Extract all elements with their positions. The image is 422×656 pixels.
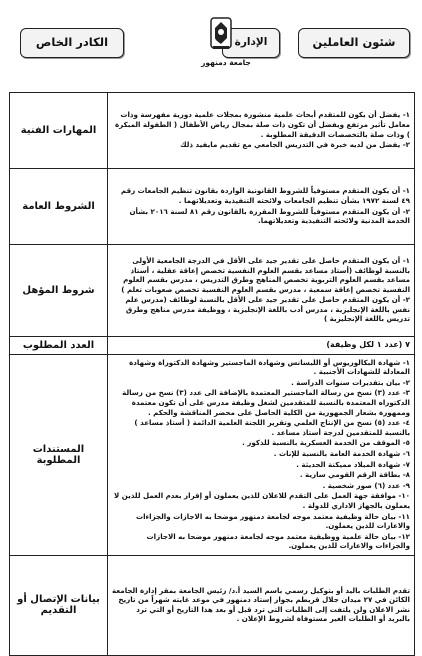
required-documents-content [108, 354, 415, 555]
text-line: ٥- الموقف من الخدمة العسكرية بالنسبة للذكور . [242, 438, 410, 448]
text-line: ١٢- بيان حالة علمية ووظيفية معتمد موجه لجامعة دمنهور موضحا به الاجازات والجزاءات والاعارات للذين يعملون. [146, 531, 410, 551]
text-line: ١- شهادة البكالوريوس أو الليسانس وشهادة الماجستير وشهادة الدكتوراة وشهادة المعادلة للشهادات الأجنبية . [129, 357, 410, 377]
text-line: ٢- أن يكون المتقدم حاصل على تقدير جيد على الأقل بالنسبة لوظائف (مدرس علم نفس باللغة الإنجليزية ، مدرس أدب باللغة الإنجليزية ، ووظيفة مدرس مناهج وطرق تدريس باللغة الإنجليزية ) [125, 295, 410, 324]
text-line: ٢- بيان بتقديرات سنوات الدراسة . [291, 377, 410, 387]
required-number-label: العدد المطلوب [10, 337, 108, 355]
general-conditions-content [108, 169, 415, 245]
text-line: ٢- يفضل من لديه خبرة في التدريس الجامعي مع تقديم مايفيد ذلك [180, 140, 410, 150]
text-line: ١- يفضل أن يكون للمتقدم أبحاث علمية منشورة بمجلات علمية دورية مفهرسة وذات معامل تأثير مرتفع ويفضل أن تكون ذات صلة بمجال رياض الأطفال ( الطفولة المبكرة ) وذات صلة بالتخصصات الدقيقة المطلوبة . [114, 110, 410, 139]
table-row [10, 93, 415, 169]
university-name: جامعة دمنهور [201, 58, 251, 67]
table-row [10, 337, 415, 355]
contact-content [108, 555, 415, 655]
text-line: ١- أن يكون المتقدم مستوفياً للشروط القانونية الواردة بقانون تنظيم الجامعات رقم ٤٩ لسنة ١٩٧٢ بشأن تنظيم الجامعات ولائحته التنفيذية وتعديلاتهما . [120, 186, 410, 205]
text-line: ٧- شهادة الميلاد مميكنة الحديثة . [296, 459, 410, 469]
text-line: ٩- عدد (٦) صور شخصية . [322, 480, 410, 490]
required-number-content [108, 337, 415, 355]
qualification-content [108, 245, 415, 337]
text-line: ٣- عدد (٣) نسخ من رسالة الماجستير المعتمدة بالإضافة الى عدد (٣) نسخ من رسالة الدكتوراه المعتمدة بالنسبة للمتقدمين لشغل وظيفة مدرس على أن تكون معتمدة وممهورة بشعار الجمهورية من الكلية الحاصل على محضر المناقشة والحكم . [122, 388, 410, 417]
table-row [10, 245, 415, 337]
text-line: ٤- عدد (٥) نسخ من الإنتاج العلمي وتقرير اللجنة العلمية الدائمة ( أستاذ مساعد ) بالنسبة للمتقدمين لدرجة أستاذ مساعد . [134, 418, 410, 437]
requirements-table [9, 92, 415, 656]
general-conditions-label: الشروط العامة [10, 169, 108, 245]
text-line: ١- أن يكون المتقدم حاصل على تقدير جيد على الأقل في الدرجة الجامعية الأولى بالنسبة لوظائف (أستاذ مساعد بقسم العلوم النفسية تخصص إعاقة عقلية ، أستاذ مساعد بقسم العلوم التربوية تخصص المناهج وطرق التدريس ، مدرس بقسم العلوم النفسية تخصص إعاقة سمعية ، مدرس بقسم العلوم النفسية تخصص صعوبات تعلم ) [121, 255, 410, 294]
text-line: ١٠- موافقة جهة العمل على التقدم للاعلان للذين يعملون أو إقرار بعدم العمل للذين لا يعملون بالجهاز الاداري للدولة . [114, 491, 410, 510]
table-row [10, 555, 415, 655]
table-row [10, 169, 415, 245]
text-line: ٢- أن يكون المتقدم مستوفياً للشروط المقررة بالقانون رقم ٨١ لسنة ٢٠١٦ بشأن الخدمة المدنية ولائحته التنفيذية وتعديلاتهما. [129, 206, 410, 226]
text-line: ٧ (عدد ١ لكل وظيفة) [326, 340, 410, 349]
text-line: ٨- بطاقة الرقم القومي سارية . [299, 470, 410, 480]
administration-title: الإدارة [222, 28, 280, 58]
text-line: تقدم الطلبات باليد أو بتوكيل رسمي باسم السيد أ.د/ رئيس الجامعة بمقر إدارة الجامعة الكائن في ٢٧ ميدان جلال قريطم بجوار إستاد دمنهور في موعد غايته شهراً من تاريخ نشر الاعلان ولن يلتفت إلى الطلبات التي ترد قبل أو بعد هذا التاريخ أو التي ترد بالبريد أو الطلبات الغير مستوفاة لشروط الإعلان . [112, 585, 410, 624]
required-documents-label: المستندات المطلوبة [10, 354, 108, 555]
text-line: ٦- شهادة الخدمة العامة بالنسبة للإناث . [273, 448, 410, 458]
hr-affairs-title: شئون العاملين [298, 28, 410, 58]
text-line: ١١- بيان حالة وظيفية معتمد موجه لجامعة دمنهور موضحا به الاجازات والجزاءات والاعارات للذين يعملون. [136, 511, 410, 531]
university-emblem-icon [206, 14, 236, 54]
technical-skills-content [108, 93, 415, 169]
contact-label: بيانات الإتصال أو التقديم [10, 555, 108, 655]
special-cadre-title: الكادر الخاص [20, 28, 124, 58]
qualification-label: شروط المؤهل [10, 245, 108, 337]
technical-skills-label: المهارات الفنية [10, 93, 108, 169]
table-row [10, 354, 415, 555]
page-header [12, 20, 410, 70]
